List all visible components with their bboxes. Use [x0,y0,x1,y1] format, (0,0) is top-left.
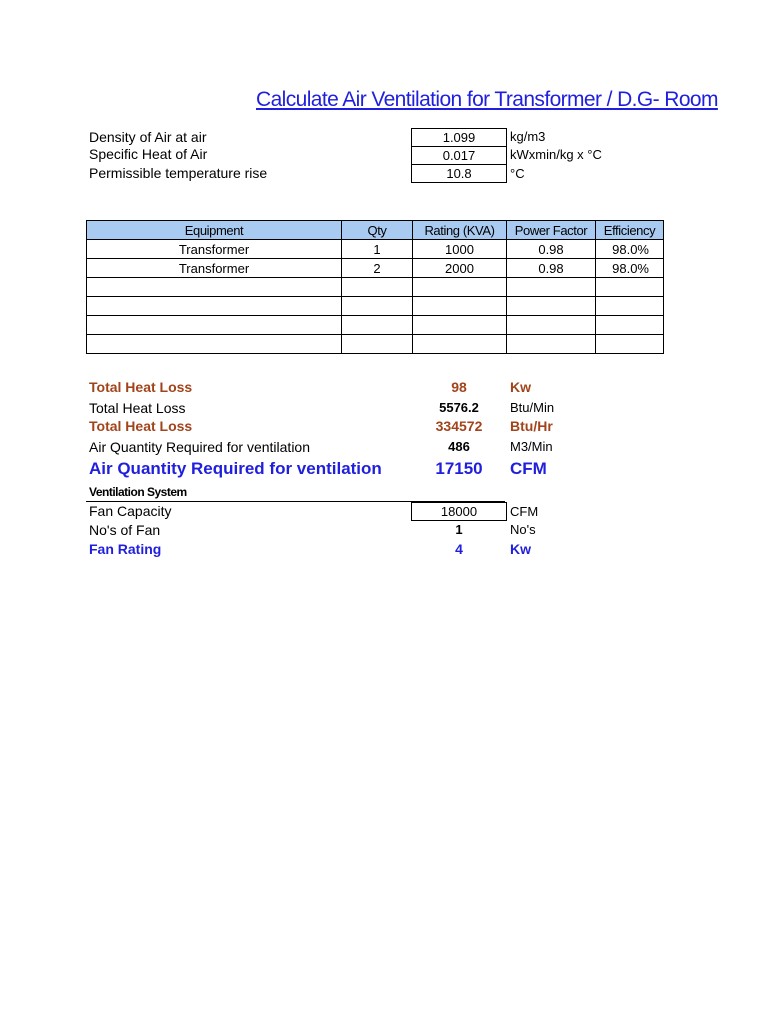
cell-power-factor[interactable]: 0.98 [507,259,596,278]
col-equipment: Equipment [87,221,342,240]
heat-loss-kw-unit: Kw [510,379,531,395]
cell-equipment[interactable]: Transformer [87,240,342,259]
col-efficiency: Efficiency [596,221,664,240]
heat-loss-btumin-unit: Btu/Min [510,400,555,415]
density-unit: kg/m3 [510,129,546,144]
heat-loss-kw-value: 98 [451,379,467,395]
cell-efficiency[interactable] [596,335,664,354]
cell-efficiency[interactable]: 98.0% [596,240,664,259]
cell-power-factor[interactable] [507,335,596,354]
heat-loss-btumin-label: Total Heat Loss [89,400,186,416]
fan-rating-value: 4 [455,541,463,557]
specific-heat-label: Specific Heat of Air [89,146,208,162]
fan-rating-label: Fan Rating [89,541,162,557]
air-qty-m3-label: Air Quantity Required for ventilation [89,439,310,455]
cell-power-factor[interactable] [507,278,596,297]
cell-equipment[interactable]: Transformer [87,259,342,278]
fan-capacity-value-cell[interactable]: 18000 [411,502,507,521]
heat-loss-kw-label: Total Heat Loss [89,379,193,395]
cell-efficiency[interactable] [596,316,664,335]
heat-loss-btuhr-value: 334572 [435,418,483,434]
air-qty-m3-value: 486 [448,439,470,454]
col-qty: Qty [342,221,413,240]
density-label: Density of Air at air [89,129,207,145]
cell-rating[interactable]: 2000 [413,259,507,278]
equipment-table [86,220,664,354]
cell-qty[interactable]: 1 [342,240,413,259]
table-row [87,335,664,354]
fan-count-label: No's of Fan [89,522,161,538]
air-qty-cfm-unit: CFM [510,459,547,478]
cell-equipment[interactable] [87,278,342,297]
table-row [87,278,664,297]
page-title: Calculate Air Ventilation for Transformer / D.G- Room [256,88,718,111]
col-rating: Rating (KVA) [413,221,507,240]
ventilation-heading: Ventilation System [89,485,187,499]
heat-loss-btumin-value: 5576.2 [439,400,479,415]
temp-rise-label: Permissible temperature rise [89,165,268,181]
heat-loss-btuhr-label: Total Heat Loss [89,418,193,434]
cell-equipment[interactable] [87,297,342,316]
cell-qty[interactable] [342,335,413,354]
table-row [87,297,664,316]
specific-heat-unit: kWxmin/kg x °C [510,147,602,162]
specific-heat-value-cell[interactable]: 0.017 [411,146,507,165]
fan-capacity-unit: CFM [510,504,539,519]
cell-rating[interactable] [413,316,507,335]
fan-count-unit: No's [510,522,536,537]
cell-efficiency[interactable]: 98.0% [596,259,664,278]
table-header-row [87,221,664,240]
heat-loss-btuhr-unit: Btu/Hr [510,418,553,434]
density-value-cell[interactable]: 1.099 [411,128,507,147]
fan-capacity-label: Fan Capacity [89,503,172,519]
cell-rating[interactable] [413,297,507,316]
table-row [87,240,664,259]
cell-qty[interactable] [342,278,413,297]
cell-qty[interactable] [342,297,413,316]
fan-rating-unit: Kw [510,541,531,557]
air-qty-m3-unit: M3/Min [510,439,553,454]
cell-efficiency[interactable] [596,278,664,297]
cell-qty[interactable]: 2 [342,259,413,278]
cell-efficiency[interactable] [596,297,664,316]
cell-power-factor[interactable] [507,316,596,335]
col-power-factor: Power Factor [507,221,596,240]
cell-rating[interactable]: 1000 [413,240,507,259]
table-row [87,316,664,335]
temp-rise-value-cell[interactable]: 10.8 [411,164,507,183]
air-qty-cfm-value: 17150 [435,459,483,478]
fan-count-value: 1 [455,522,463,537]
cell-equipment[interactable] [87,316,342,335]
cell-equipment[interactable] [87,335,342,354]
cell-power-factor[interactable] [507,297,596,316]
table-row [87,259,664,278]
cell-rating[interactable] [413,278,507,297]
cell-power-factor[interactable]: 0.98 [507,240,596,259]
air-qty-cfm-label: Air Quantity Required for ventilation [89,459,382,478]
cell-qty[interactable] [342,316,413,335]
cell-rating[interactable] [413,335,507,354]
temp-rise-unit: °C [510,166,525,181]
